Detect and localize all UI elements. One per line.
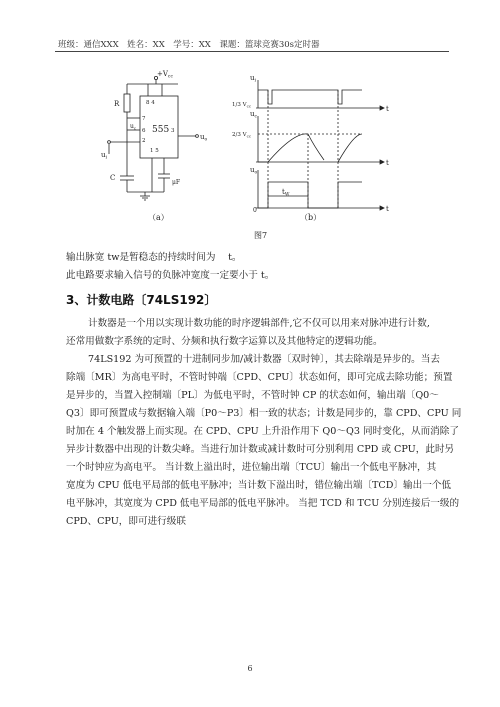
origin-label: 0 — [253, 207, 257, 214]
capacitor-label: C — [110, 174, 116, 182]
waveform-diagram — [256, 80, 384, 210]
circuit-diagram — [108, 76, 199, 200]
pin-7-label: 7 — [142, 116, 146, 122]
body-line: 宽度为 CPU 低电平局部的低电平脉冲；当计数下溢出时，错位输出端〔TCD〕输出一个低 — [66, 480, 452, 491]
body-line: 时加在 4 个触发器上而实现。在 CPD、CPU 上升沿作用下 Q0～Q3 同时变化，从而消除了 — [66, 426, 459, 437]
two-thirds-vcc-label: 2/3 $V_{cc}$ — [232, 132, 252, 139]
page-header: 班级：通信XXX 姓名：XX 学号：XX 课题：篮球竞赛30s定时器 — [58, 40, 320, 50]
resistor-label: R — [114, 100, 120, 108]
pin-3-label: 3 — [171, 128, 175, 134]
t-axis-label-uc: t — [386, 159, 389, 167]
uc-axis-label: $u_c$ — [250, 110, 258, 120]
ui-axis-label: $u_i$ — [250, 74, 256, 84]
pulse-width-text: 输出脉宽 tw是暂稳态的持续时间为 t。 — [66, 252, 242, 263]
body-line: 计数器是一个用以实现计数功能的时序逻辑部件,它不仅可以用来对脉冲进行计数, — [88, 318, 430, 329]
tw-label: $t_W$ — [282, 188, 290, 198]
body-line: 74LS192 为可预置的十进制同步加/减计数器〔双时钟〕，其去除端是异步的。当去 — [88, 354, 440, 365]
pin-2-label: 2 — [142, 138, 146, 144]
body-line: 异步计数器中出现的计数尖峰。当进行加计数或减计数时可分别利用 CPD 或 CPU，此时另 — [66, 444, 455, 455]
uo-axis-label: $u_o$ — [250, 166, 258, 176]
section-title: 3、计数电路〔74LS192〕 — [66, 293, 217, 307]
body-line: 是异步的，当置入控制端〔PL〕为低电平时，不管时钟 CP 的状态如何，输出端〔Q0～ — [66, 390, 439, 401]
uc-node-label: $u_c$ — [130, 123, 137, 131]
body-line: 电平脉冲，其宽度为 CPD 低电平局部的低电平脉冲。 当把 TCD 和 TCU 分别连接后一级的 — [66, 498, 460, 509]
t-axis-label-ui: t — [386, 105, 389, 113]
body-line: CPD、CPU，即可进行级联 — [66, 516, 186, 527]
pin-6-label: 6 — [142, 128, 146, 134]
header-divider — [55, 51, 449, 52]
uo-output-label: $u_o$ — [200, 133, 208, 143]
caption-a: （a） — [148, 213, 169, 222]
vcc-label: $+V_{cc}$ — [157, 70, 173, 80]
body-line: 还常用做数字系统的定时、分频和执行数字运算以及其他特定的逻辑功能。 — [66, 336, 383, 347]
pins-1-5-label: 1 5 — [150, 148, 159, 154]
figure-7 — [100, 62, 400, 242]
body-line: Q3〕即可预置成与数据输入端〔P0～P3〕相一致的状态；计数是同步的，靠 CPD、CPU 同 — [66, 408, 462, 419]
pulse-requirement-text: 此电路要求输入信号的负脉冲宽度一定要小于 t。 — [66, 270, 275, 281]
caption-b: （b） — [300, 213, 322, 222]
body-line: 一个时钟应为高电平。 当计数上溢出时，进位输出端〔TCU〕输出一个低电平脉冲，其 — [66, 462, 437, 473]
one-third-vcc-label: 1/3 $V_{cc}$ — [232, 102, 252, 109]
t-axis-label-uo: t — [386, 205, 389, 213]
chip-label: 555 — [152, 125, 170, 135]
capacitor-value-label: μF — [172, 179, 181, 186]
ui-input-label: $u_i$ — [101, 151, 107, 161]
figure-caption: 图7 — [254, 231, 268, 240]
body-line: 除端〔MR〕为高电平时，不管时钟端〔CPD、CPU〕状态如何，即可完成去除功能；预置 — [66, 372, 453, 383]
pins-8-4-label: 8 4 — [146, 100, 155, 106]
page-number: 6 — [247, 664, 253, 673]
